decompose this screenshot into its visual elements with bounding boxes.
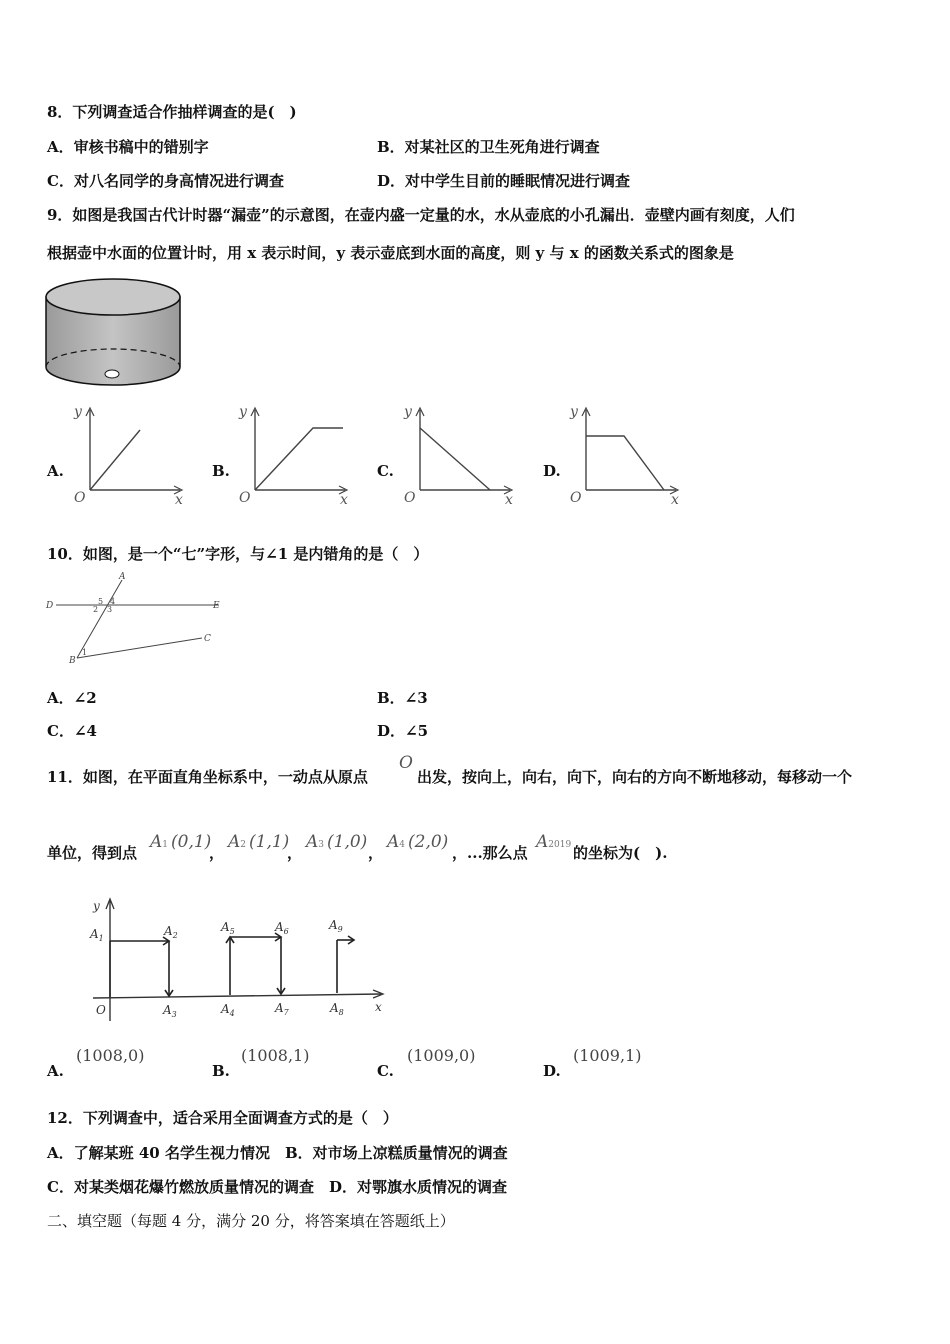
graph-a-y-label: y xyxy=(74,404,82,420)
q11-sep1: ， xyxy=(209,844,225,862)
fig-label-e: E xyxy=(213,601,220,611)
path-fig-origin: O xyxy=(96,1003,106,1017)
q11-end-text: 的坐标为( ). xyxy=(573,844,668,862)
q11-option-c-value: (1009,0) xyxy=(407,1046,476,1065)
fig-angle-2: 2 xyxy=(93,605,99,614)
graph-d-curve xyxy=(586,436,664,490)
graph-a-x-label: x xyxy=(175,492,183,508)
graph-d-x-label: x xyxy=(671,492,679,508)
fig-label-a: A xyxy=(119,572,126,582)
fig-angle-3: 3 xyxy=(107,605,113,614)
q11-option-a-value: (1008,0) xyxy=(76,1046,145,1065)
q9-label-c: C. xyxy=(377,462,394,480)
q10-figure xyxy=(44,570,234,670)
path-fig-a5: $A_5$ xyxy=(221,920,235,936)
q11-point-a2019: A2019 xyxy=(536,832,572,852)
graph-b-origin: O xyxy=(239,490,251,506)
graph-b-curve xyxy=(255,428,343,490)
q8-stem: 8．下列调查适合作抽样调查的是( ) xyxy=(47,103,297,121)
q11-option-a-label: A. xyxy=(47,1062,64,1080)
q9-stem-line2: 根据壶中水面的位置计时，用 x 表示时间，y 表示壶底到水面的高度，则 y 与 x 的函数关系式的图象是 xyxy=(47,244,734,262)
path-fig-a6: $A_6$ xyxy=(275,920,289,936)
water-clock-figure xyxy=(40,272,190,397)
graph-c-curve xyxy=(420,428,490,490)
path-fig-a3: $A_3$ xyxy=(163,1003,177,1019)
q11-line2-start: 单位，得到点 xyxy=(47,844,138,862)
graph-c-y-label: y xyxy=(404,404,412,420)
path-fig-y-label: y xyxy=(93,899,100,913)
graph-d-y-label: y xyxy=(570,404,578,420)
q11-point-a1: A1 (0,1) xyxy=(150,832,212,852)
q8-option-c: C．对八名同学的身高情况进行调查 xyxy=(47,172,284,190)
q9-graph-a xyxy=(70,400,195,510)
path-fig-a7: $A_7$ xyxy=(275,1001,289,1017)
path-fig-a2: $A_2$ xyxy=(164,924,178,940)
path-fig-x-label: x xyxy=(375,1000,382,1014)
path-fig-a1: $A_1$ xyxy=(90,927,104,943)
q11-point-a2: A2 (1,1) xyxy=(228,832,290,852)
q11-option-c-label: C. xyxy=(377,1062,394,1080)
fig-label-b: B xyxy=(69,656,76,666)
graph-a-curve xyxy=(90,430,140,490)
q11-stem-part1: 11．如图，在平面直角坐标系中，一动点从原点 xyxy=(47,768,368,786)
fig-angle-4: 4 xyxy=(110,597,116,606)
q9-graph-b xyxy=(235,400,360,510)
q10-option-c: C．∠4 xyxy=(47,722,97,740)
q8-option-d: D．对中学生目前的睡眠情况进行调查 xyxy=(377,172,631,190)
q10-option-a: A．∠2 xyxy=(47,689,97,707)
q10-option-b: B．∠3 xyxy=(377,689,428,707)
q11-point-a3: A3 (1,0) xyxy=(306,832,368,852)
q11-option-d-label: D. xyxy=(543,1062,561,1080)
fig-label-c: C xyxy=(204,634,211,644)
q11-option-b-value: (1008,1) xyxy=(241,1046,310,1065)
q8-option-b: B．对某社区的卫生死角进行调查 xyxy=(377,138,600,156)
graph-c-origin: O xyxy=(404,490,416,506)
leak-hole xyxy=(105,370,119,378)
path-fig-a9: $A_9$ xyxy=(329,918,343,934)
q11-sep2: ， xyxy=(287,844,303,862)
fig-label-d: D xyxy=(46,601,54,611)
graph-d-origin: O xyxy=(570,490,582,506)
q12-options-line2: C．对某类烟花爆竹燃放质量情况的调查 D．对鄂旗水质情况的调查 xyxy=(47,1178,507,1196)
q8-option-a: A．审核书稿中的错别字 xyxy=(47,138,209,156)
section-2-title: 二、填空题（每题 4 分，满分 20 分，将答案填在答题纸上） xyxy=(47,1212,455,1230)
graph-b-x-label: x xyxy=(340,492,348,508)
q11-path-figure xyxy=(85,893,390,1028)
path-fig-a4: $A_4$ xyxy=(221,1002,235,1018)
q12-stem: 12．下列调查中，适合采用全面调查方式的是（ ） xyxy=(47,1109,398,1127)
path-fig-a8: $A_8$ xyxy=(330,1001,344,1017)
graph-c-x-label: x xyxy=(505,492,513,508)
q11-option-b-label: B. xyxy=(212,1062,230,1080)
q9-stem-line1: 9．如图是我国古代计时器“漏壶”的示意图，在壶内盛一定量的水，水从壶底的小孔漏出．壶壁内画有刻度，人们 xyxy=(47,206,795,224)
q11-origin-symbol: O xyxy=(399,753,413,773)
fig-angle-1: 1 xyxy=(82,648,88,657)
graph-a-origin: O xyxy=(74,490,86,506)
q11-stem-part2: 出发，按向上，向右，向下，向右的方向不断地移动，每移动一个 xyxy=(417,768,853,786)
q12-options-line1: A．了解某班 40 名学生视力情况 B．对市场上凉糕质量情况的调查 xyxy=(47,1144,508,1162)
q10-stem: 10．如图，是一个“七”字形，与∠1 是内错角的是（ ） xyxy=(47,545,429,563)
q11-sep3: ， xyxy=(368,844,384,862)
q11-option-d-value: (1009,1) xyxy=(573,1046,642,1065)
q9-label-a: A. xyxy=(47,462,64,480)
q9-graph-c xyxy=(400,400,525,510)
q10-option-d: D．∠5 xyxy=(377,722,429,740)
q11-point-a4: A4 (2,0) xyxy=(387,832,449,852)
q9-label-b: B. xyxy=(212,462,230,480)
q9-graph-d xyxy=(566,400,691,510)
fig-angle-5: 5 xyxy=(98,597,104,606)
q9-label-d: D. xyxy=(543,462,561,480)
q11-ellipsis-text: ，...那么点 xyxy=(452,844,528,862)
graph-b-y-label: y xyxy=(239,404,247,420)
